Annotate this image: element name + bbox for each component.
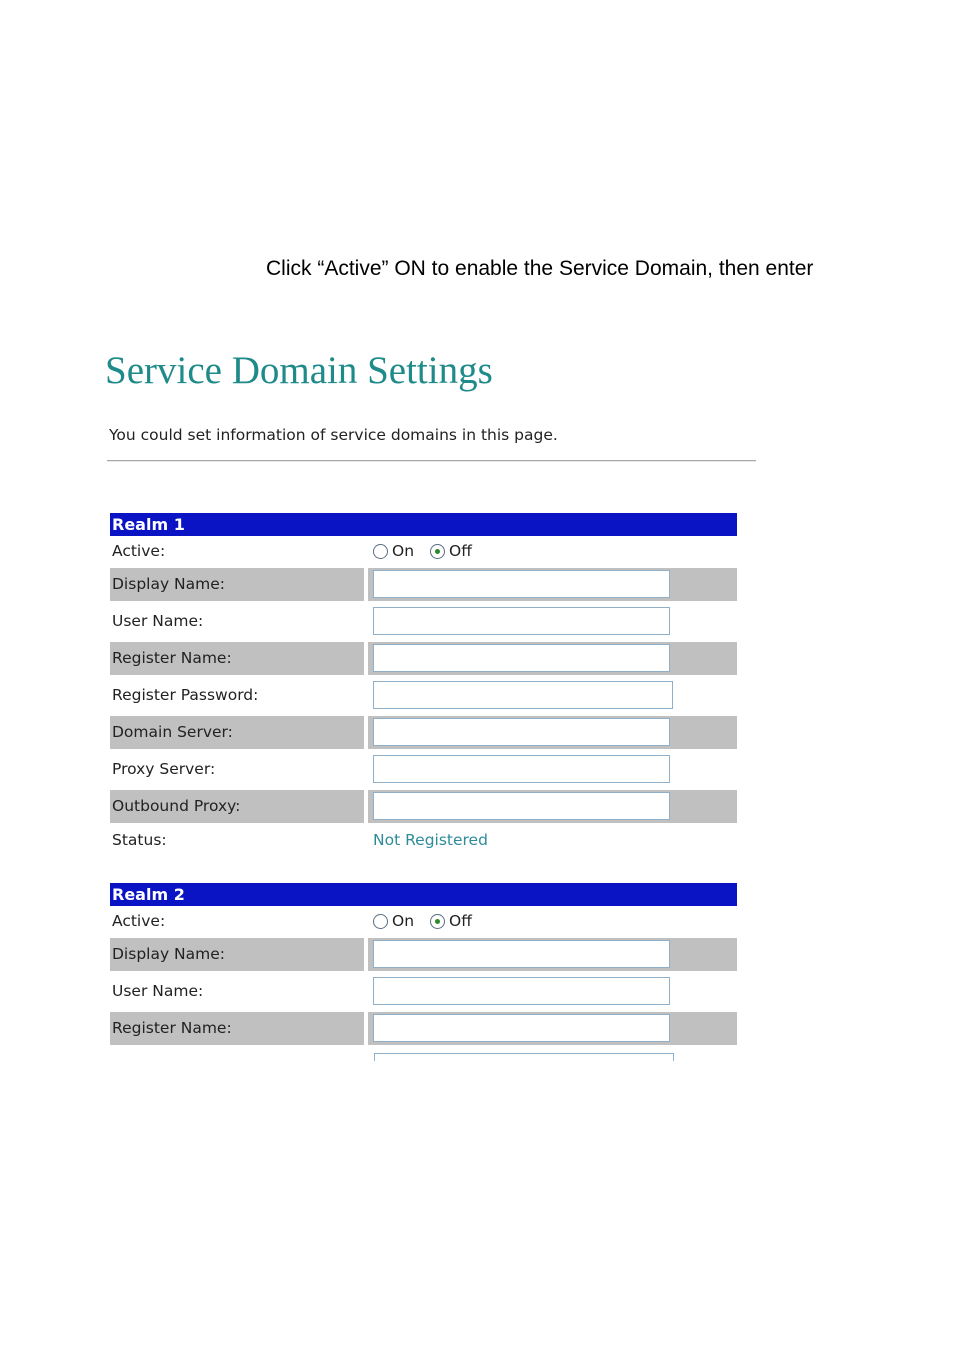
realm-1-display-name-row: [110, 566, 737, 603]
register-name-label: Register Name:: [110, 1012, 364, 1045]
active-off-label[interactable]: Off: [449, 542, 472, 560]
realm-1-outbound-proxy-row: [110, 788, 737, 825]
display-name-input[interactable]: [373, 570, 670, 598]
register-password-input-partial[interactable]: [374, 1053, 674, 1061]
status-value: Not Registered: [373, 831, 488, 849]
active-on-radio[interactable]: [373, 914, 388, 929]
proxy-server-label: Proxy Server:: [112, 760, 216, 778]
status-label: Status:: [112, 831, 167, 849]
domain-server-label: Domain Server:: [110, 716, 364, 749]
domain-server-input[interactable]: [373, 718, 670, 746]
realm-1-domain-server-row: [110, 714, 737, 751]
user-name-label: User Name:: [112, 982, 204, 1000]
realm-2-user-name-row: [110, 973, 737, 1010]
realm-1-register-password-row: [110, 677, 737, 714]
realm-1-register-name-row: [110, 640, 737, 677]
page-title: Service Domain Settings: [105, 349, 493, 392]
realm-2-section: [110, 883, 737, 1047]
user-name-input[interactable]: [373, 607, 670, 635]
user-name-label: User Name:: [112, 612, 204, 630]
realm-2-display-name-row: [110, 936, 737, 973]
instruction-text: Click “Active” ON to enable the Service Domain, then enter: [266, 257, 814, 280]
user-name-input[interactable]: [373, 977, 670, 1005]
divider: [107, 460, 756, 462]
realm-1-user-name-row: [110, 603, 737, 640]
proxy-server-input[interactable]: [373, 755, 670, 783]
active-radio-group: [373, 906, 488, 936]
register-password-input[interactable]: [373, 681, 673, 709]
active-off-radio[interactable]: [430, 544, 445, 559]
realm-1-active-row: [110, 536, 737, 566]
active-label: Active:: [112, 912, 166, 930]
realm-2-active-row: [110, 906, 737, 936]
register-name-label: Register Name:: [110, 642, 364, 675]
realm-2-header: Realm 2: [110, 883, 737, 906]
realm-1-status-row: [110, 825, 737, 855]
active-label: Active:: [112, 542, 166, 560]
outbound-proxy-input[interactable]: [373, 792, 670, 820]
realm-1-header: Realm 1: [110, 513, 737, 536]
active-radio-group: [373, 536, 488, 566]
display-name-label: Display Name:: [110, 568, 364, 601]
active-off-radio[interactable]: [430, 914, 445, 929]
display-name-input[interactable]: [373, 940, 670, 968]
realm-1-section: [110, 513, 737, 855]
display-name-label: Display Name:: [110, 938, 364, 971]
realm-2-register-name-row: [110, 1010, 737, 1047]
outbound-proxy-label: Outbound Proxy:: [110, 790, 364, 823]
active-on-label[interactable]: On: [392, 912, 415, 930]
realm-1-proxy-server-row: [110, 751, 737, 788]
active-on-label[interactable]: On: [392, 542, 415, 560]
register-name-input[interactable]: [373, 644, 670, 672]
register-name-input[interactable]: [373, 1014, 670, 1042]
active-off-label[interactable]: Off: [449, 912, 472, 930]
active-on-radio[interactable]: [373, 544, 388, 559]
page-subtitle: You could set information of service domains in this page.: [109, 426, 558, 444]
register-password-label: Register Password:: [112, 686, 259, 704]
